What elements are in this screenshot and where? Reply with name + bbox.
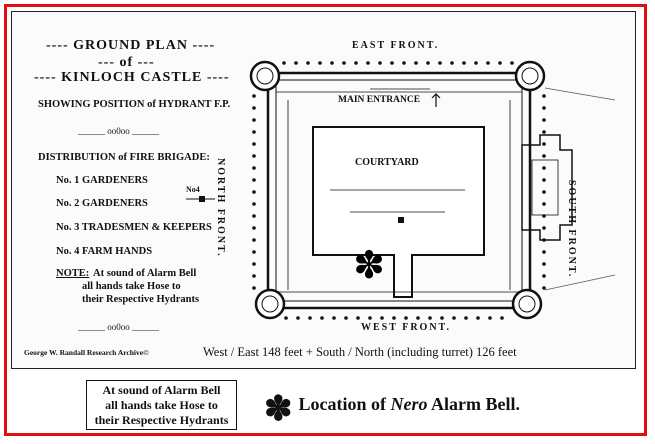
legend-star-icon: ✽ bbox=[264, 391, 293, 428]
plan-subtitle: SHOWING POSITION of HYDRANT F.P. bbox=[38, 99, 231, 110]
hydrant-marker-label: No4 bbox=[186, 185, 200, 194]
alarm-bell-marker: ✽ bbox=[353, 243, 385, 287]
main-entrance-label: MAIN ENTRANCE bbox=[338, 95, 421, 105]
note-label: NOTE: bbox=[56, 268, 90, 279]
distribution-heading: DISTRIBUTION of FIRE BRIGADE: bbox=[38, 152, 210, 163]
north-front-label: NORTH FRONT. bbox=[215, 158, 226, 258]
hydrant-courtyard bbox=[398, 217, 404, 223]
plan-title-line1: ---- GROUND PLAN ---- bbox=[46, 38, 216, 53]
west-front-label: WEST FRONT. bbox=[361, 322, 451, 333]
note-box-line3: their Respective Hydrants bbox=[94, 413, 229, 427]
brigade-item-4: No. 4 FARM HANDS bbox=[56, 246, 153, 257]
divider-top: ______ oo0oo ______ bbox=[78, 126, 159, 136]
turret-nw bbox=[251, 62, 279, 90]
legend-italic: Nero bbox=[390, 394, 428, 414]
archive-credit: George W. Randall Research Archive© bbox=[24, 348, 149, 357]
east-front-label: EAST FRONT. bbox=[352, 40, 440, 51]
turret-se bbox=[513, 290, 541, 318]
note-text-1: At sound of Alarm Bell bbox=[93, 268, 197, 279]
brigade-item-1: No. 1 GARDENERS bbox=[56, 175, 148, 186]
note-box-line1: At sound of Alarm Bell bbox=[102, 383, 221, 397]
dimensions-caption: West / East 148 feet + South / North (including turret) 126 feet bbox=[203, 345, 517, 359]
brigade-item-3: No. 3 TRADESMEN & KEEPERS bbox=[56, 222, 212, 233]
note-text-2: all hands take Hose to bbox=[82, 281, 181, 292]
note-text-3: their Respective Hydrants bbox=[82, 294, 200, 305]
brigade-item-2: No. 2 GARDENERS bbox=[56, 198, 148, 209]
plan-title-line3: ---- KINLOCH CASTLE ---- bbox=[34, 70, 230, 85]
turret-sw bbox=[256, 290, 284, 318]
legend-suffix: Alarm Bell. bbox=[427, 394, 520, 414]
south-front-label: SOUTH FRONT. bbox=[566, 180, 577, 279]
courtyard-label: COURTYARD bbox=[355, 157, 419, 168]
turret-ne bbox=[516, 62, 544, 90]
note-box-line2: all hands take Hose to bbox=[105, 398, 218, 412]
divider-bottom: ______ oo0oo ______ bbox=[78, 322, 159, 332]
alarm-bell-legend bbox=[264, 389, 520, 429]
legend-prefix: Location of bbox=[298, 394, 391, 414]
alarm-note-box bbox=[86, 380, 237, 430]
plan-title-line2: --- of --- bbox=[98, 55, 155, 70]
